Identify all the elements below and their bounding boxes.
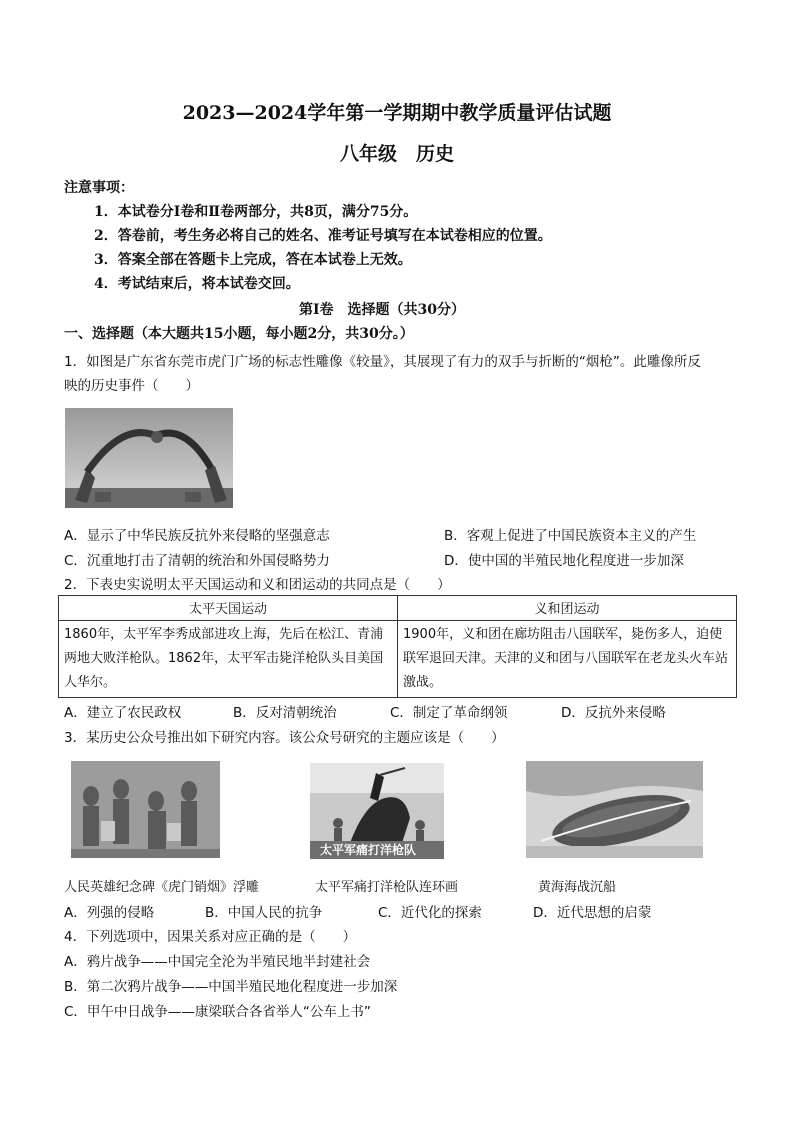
- q4-option-b[interactable]: B．第二次鸦片战争——中国半殖民地化程度进一步加深: [64, 979, 398, 995]
- table-cell-taiping: 1860年，太平军李秀成部进攻上海，先后在松江、青浦两地大败洋枪队。1862年，太平军击毙洋枪队头目美国人华尔。: [59, 621, 398, 698]
- notice-item: 2．答卷前，考生务必将自己的姓名、准考证号填写在本试卷相应的位置。: [94, 228, 552, 244]
- q1-stem-cont: 映的历史事件（ ）: [64, 378, 199, 394]
- relief-photo: [71, 761, 220, 858]
- q1-option-c[interactable]: C．沉重地打击了清朝的统治和外国侵略势力: [64, 553, 330, 569]
- q2-option-a[interactable]: A．建立了农民政权: [64, 705, 182, 721]
- q4-stem: 4．下列选项中，因果关系对应正确的是（ ）: [64, 929, 357, 945]
- part-title: 第Ⅰ卷 选择题（共30分）: [299, 302, 466, 318]
- caption-relief: 人民英雄纪念碑《虎门销烟》浮雕: [64, 880, 260, 895]
- caption-shipwreck: 黄海海战沉船: [538, 880, 617, 895]
- q3-option-b[interactable]: B．中国人民的抗争: [205, 905, 323, 921]
- section-heading: 一、选择题（本大题共15小题，每小题2分，共30分。）: [64, 326, 414, 342]
- sculpture-photo: [65, 408, 233, 508]
- notice-item: 3．答案全部在答题卡上完成，答在本试卷上无效。: [94, 252, 412, 268]
- q4-option-a[interactable]: A．鸦片战争——中国完全沦为半殖民地半封建社会: [64, 954, 371, 970]
- comic-picture: [310, 763, 444, 859]
- comic-caption-text: 太平军痛打洋枪队: [320, 843, 417, 857]
- q1-stem: 1．如图是广东省东莞市虎门广场的标志性雕像《较量》，其展现了有力的双手与折断的“烟枪”。此雕像所反: [64, 354, 701, 370]
- q3-option-a[interactable]: A．列强的侵略: [64, 905, 155, 921]
- notice-heading: 注意事项：: [64, 180, 134, 196]
- notice-item: 1．本试卷分Ⅰ卷和Ⅱ卷两部分，共8页，满分75分。: [94, 204, 418, 220]
- comparison-table: [58, 595, 737, 698]
- caption-comic: 太平军痛打洋枪队连环画: [315, 880, 459, 895]
- exam-title: 2023—2024学年第一学期期中教学质量评估试题: [182, 102, 612, 124]
- shipwreck-photo: [526, 761, 703, 858]
- table-cell-boxer: 1900年，义和团在廊坊阻击八国联军，毙伤多人，迫使联军退回天津。天津的义和团与八国联军在老龙头火车站激战。: [398, 621, 737, 698]
- q3-stem: 3．某历史公众号推出如下研究内容。该公众号研究的主题应该是（ ）: [64, 730, 505, 746]
- q1-option-d[interactable]: D．使中国的半殖民地化程度进一步加深: [444, 553, 684, 569]
- exam-subtitle: 八年级 历史: [339, 143, 454, 165]
- table-header-taiping: 太平天国运动: [59, 596, 398, 621]
- q2-option-c[interactable]: C．制定了革命纲领: [390, 705, 508, 721]
- q2-option-b[interactable]: B．反对清朝统治: [233, 705, 337, 721]
- q4-option-c[interactable]: C．甲午中日战争——康梁联合各省举人“公车上书”: [64, 1004, 371, 1020]
- q3-option-c[interactable]: C．近代化的探索: [378, 905, 482, 921]
- q1-option-a[interactable]: A．显示了中华民族反抗外来侵略的坚强意志: [64, 528, 330, 544]
- q2-option-d[interactable]: D．反抗外来侵略: [561, 705, 666, 721]
- q1-option-b[interactable]: B．客观上促进了中国民族资本主义的产生: [444, 528, 697, 544]
- table-header-boxer: 义和团运动: [398, 596, 737, 621]
- q2-stem: 2．下表史实说明太平天国运动和义和团运动的共同点是（ ）: [64, 577, 451, 593]
- q3-option-d[interactable]: D．近代思想的启蒙: [533, 905, 652, 921]
- notice-item: 4．考试结束后，将本试卷交回。: [94, 276, 300, 292]
